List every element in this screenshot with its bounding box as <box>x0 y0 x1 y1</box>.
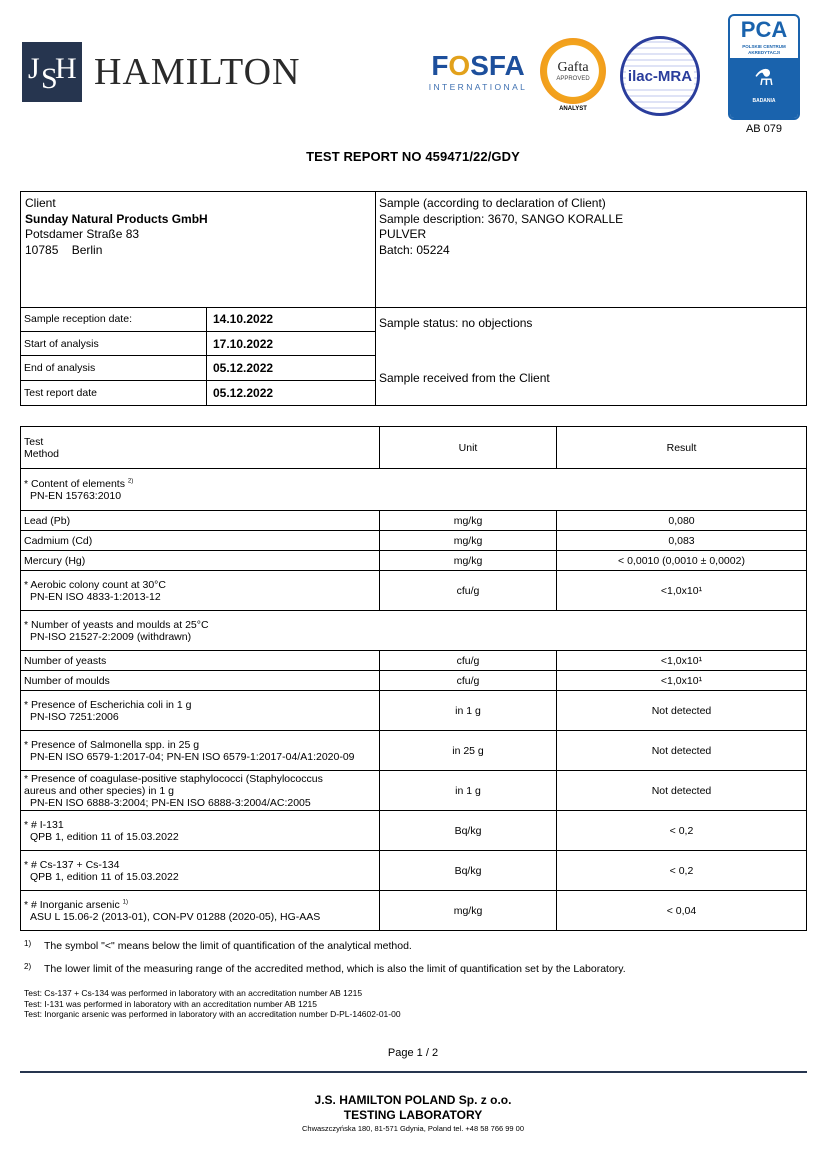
test-name: Lead (Pb) <box>24 514 71 527</box>
date-label: Sample reception date: <box>24 313 132 325</box>
table-row <box>21 731 807 771</box>
date-label: End of analysis <box>24 362 96 374</box>
cell-result: < 0,0010 (0,0010 ± 0,0002) <box>557 551 807 571</box>
header-test-method: Test Method <box>21 427 380 469</box>
test-method: PN-EN ISO 6888-3:2004; PN-EN ISO 6888-3:2004/AC:2005 <box>30 796 311 809</box>
table-row <box>21 851 807 891</box>
test-name: * # I-131 <box>24 818 64 831</box>
pca-badge <box>730 58 798 118</box>
note-line: Test: I-131 was performed in laboratory with an accreditation number AB 1215 <box>24 998 317 1009</box>
cell-unit: mg/kg <box>380 891 557 931</box>
sample-batch: Batch: 05224 <box>379 242 450 257</box>
test-name: Number of yeasts <box>24 654 107 667</box>
cell-unit: cfu/g <box>380 571 557 611</box>
cell-unit: cfu/g <box>380 651 557 671</box>
header-unit: Unit <box>380 427 557 469</box>
header-result: Result <box>557 427 807 469</box>
cell-result: 0,083 <box>557 531 807 551</box>
sample-status: Sample status: no objections <box>379 316 533 330</box>
cell-unit: Bq/kg <box>380 811 557 851</box>
pca-logo <box>728 14 800 120</box>
pca-accreditation-code: AB 079 <box>745 123 783 135</box>
dates-table <box>21 307 375 405</box>
test-name: * Aerobic colony count at 30°C <box>24 578 166 591</box>
sample-description: Sample description: 3670, SANGO KORALLE <box>379 211 624 226</box>
results-table <box>20 426 807 931</box>
cell-result: < 0,2 <box>557 811 807 851</box>
test-method: QPB 1, edition 11 of 15.03.2022 <box>30 830 179 843</box>
cell-test <box>21 891 380 931</box>
cell-unit: mg/kg <box>380 511 557 531</box>
test-name: Number of moulds <box>24 674 110 687</box>
footnote-text: The symbol "<" means below the limit of quantification of the analytical method. <box>44 940 412 952</box>
table-row <box>21 891 807 931</box>
table-row <box>21 811 807 851</box>
table-header-row <box>21 427 807 469</box>
cell-result: < 0,2 <box>557 851 807 891</box>
ilac-wordmark: ilac-MRA <box>627 67 693 85</box>
gafta-analyst-label: ANALYST <box>559 106 587 112</box>
note-line: Test: Cs-137 + Cs-134 was performed in laboratory with an accreditation number AB 1215 <box>24 988 363 998</box>
cell-test <box>21 811 380 851</box>
hamilton-wordmark: HAMILTON <box>94 51 301 93</box>
cell-test <box>21 691 380 731</box>
footer-company: J.S. HAMILTON POLAND Sp. z o.o. <box>314 1093 512 1107</box>
report-title: TEST REPORT NO 459471/22/GDY <box>306 149 520 164</box>
pca-wordmark: PCA <box>740 17 788 42</box>
cell-test <box>21 671 380 691</box>
table-row <box>21 691 807 731</box>
pca-subtitle: POLSKIE CENTRUM AKREDYTACJI <box>742 44 786 55</box>
sample-received: Sample received from the Client <box>379 371 550 385</box>
table-row <box>21 531 807 551</box>
cell-result: Not detected <box>557 771 807 811</box>
fosfa-subtitle: INTERNATIONAL <box>428 82 528 92</box>
gafta-approved: APPROVED <box>556 76 590 82</box>
cell-test <box>21 851 380 891</box>
sample-description-cont: PULVER <box>379 227 427 241</box>
flask-icon: ⚗ <box>754 65 774 90</box>
test-method: PN-ISO 21527-2:2009 (withdrawn) <box>30 630 192 643</box>
cell-result: < 0,04 <box>557 891 807 931</box>
cell-test <box>21 551 380 571</box>
footer-lab: TESTING LABORATORY <box>343 1108 483 1122</box>
test-name: * # Cs-137 + Cs-134 <box>24 858 120 871</box>
cell-unit: in 1 g <box>380 691 557 731</box>
fosfa-wordmark: FOSFA <box>431 50 525 81</box>
date-row <box>21 332 375 357</box>
test-name: * Content of elements <box>24 477 125 490</box>
client-city: 10785 Berlin <box>25 242 103 257</box>
footnote-ref: 2) <box>127 478 134 484</box>
client-street: Potsdamer Straße 83 <box>25 227 140 241</box>
cell-unit: mg/kg <box>380 531 557 551</box>
test-method: PN-ISO 7251:2006 <box>30 710 119 723</box>
ilac-mra-logo <box>620 36 700 116</box>
date-value: 14.10.2022 <box>213 312 274 326</box>
cell-test <box>21 571 380 611</box>
cell-test <box>21 731 380 771</box>
client-label: Client <box>25 196 56 210</box>
table-row <box>21 511 807 531</box>
note-line: Test: Inorganic arsenic was performed in laboratory with an accreditation number D-PL-14602-01-00 <box>24 1009 401 1019</box>
table-row <box>21 771 807 811</box>
test-method: QPB 1, edition 11 of 15.03.2022 <box>30 870 179 883</box>
date-row <box>21 307 375 332</box>
test-method: ASU L 15.06-2 (2013-01), CON-PV 01288 (2020-05), HG-AAS <box>30 910 321 923</box>
cell-unit: Bq/kg <box>380 851 557 891</box>
cell-unit: in 1 g <box>380 771 557 811</box>
footnote <box>24 963 804 975</box>
cell-test <box>21 651 380 671</box>
cell-unit: in 25 g <box>380 731 557 771</box>
fosfa-logo <box>426 52 530 92</box>
test-name: Cadmium (Cd) <box>24 534 93 547</box>
test-name: * Presence of coagulase-positive staphylococci (Staphylococcus <box>24 772 323 785</box>
cell-unit: cfu/g <box>380 671 557 691</box>
cell-result: Not detected <box>557 731 807 771</box>
info-box <box>20 191 807 406</box>
test-name: * Presence of Salmonella spp. in 25 g <box>24 738 200 751</box>
hamilton-logo <box>22 42 300 102</box>
table-row <box>21 551 807 571</box>
test-name: Mercury (Hg) <box>24 554 86 567</box>
footnote <box>24 940 804 952</box>
gafta-logo <box>540 38 606 104</box>
client-block <box>25 196 208 258</box>
table-row <box>21 469 807 511</box>
table-row <box>21 611 807 651</box>
cell-result: Not detected <box>557 691 807 731</box>
date-label: Start of analysis <box>24 337 99 350</box>
table-row <box>21 671 807 691</box>
footnote-number: 2) <box>24 962 32 971</box>
footer-address: Chwaszczyńska 180, 81-571 Gdynia, Poland tel. +48 58 766 99 00 <box>301 1124 525 1133</box>
table-row <box>21 571 807 611</box>
page-number: Page 1 / 2 <box>387 1047 439 1059</box>
cell-result: <1,0x10¹ <box>557 671 807 691</box>
date-row <box>21 381 375 406</box>
cell-unit: mg/kg <box>380 551 557 571</box>
cell-result: <1,0x10¹ <box>557 651 807 671</box>
cell-test <box>21 511 380 531</box>
cell-result: 0,080 <box>557 511 807 531</box>
footnote-ref: 1) <box>122 899 128 905</box>
cell-test <box>21 531 380 551</box>
date-label: Test report date <box>24 386 97 399</box>
sample-block <box>379 196 623 258</box>
client-name: Sunday Natural Products GmbH <box>25 211 208 226</box>
footer-divider <box>20 1071 807 1073</box>
cell-test <box>21 611 807 651</box>
cell-result: <1,0x10¹ <box>557 571 807 611</box>
date-value: 17.10.2022 <box>213 336 274 351</box>
sample-label: Sample (according to declaration of Client) <box>379 196 606 210</box>
test-method: PN-EN ISO 6579-1:2017-04; PN-EN ISO 6579-1:2017-04/A1:2020-09 <box>30 750 355 763</box>
test-name: * Presence of Escherichia coli in 1 g <box>24 698 192 711</box>
footnote-number: 1) <box>24 939 32 948</box>
hamilton-monogram-icon: J S H <box>22 42 82 102</box>
results-body <box>21 469 807 931</box>
accreditation-notes <box>24 988 401 1020</box>
cell-test <box>21 469 807 511</box>
date-value: 05.12.2022 <box>213 361 274 375</box>
test-method: PN-EN 15763:2010 <box>30 489 122 502</box>
table-row <box>21 651 807 671</box>
date-row <box>21 356 375 381</box>
pca-badania: BADANIA <box>752 98 776 104</box>
test-name: * Number of yeasts and moulds at 25°C <box>24 618 209 631</box>
test-method: PN-EN ISO 4833-1:2013-12 <box>30 590 161 603</box>
gafta-wordmark: Gafta <box>557 60 589 75</box>
cell-test <box>21 771 380 811</box>
test-name-cont: aureus and other species) in 1 g <box>24 784 175 797</box>
date-value: 05.12.2022 <box>213 385 274 400</box>
test-name: * # Inorganic arsenic <box>24 898 120 911</box>
footnote-text: The lower limit of the measuring range of the accredited method, which is also the limit of quantification set by the Laboratory. <box>44 963 626 975</box>
